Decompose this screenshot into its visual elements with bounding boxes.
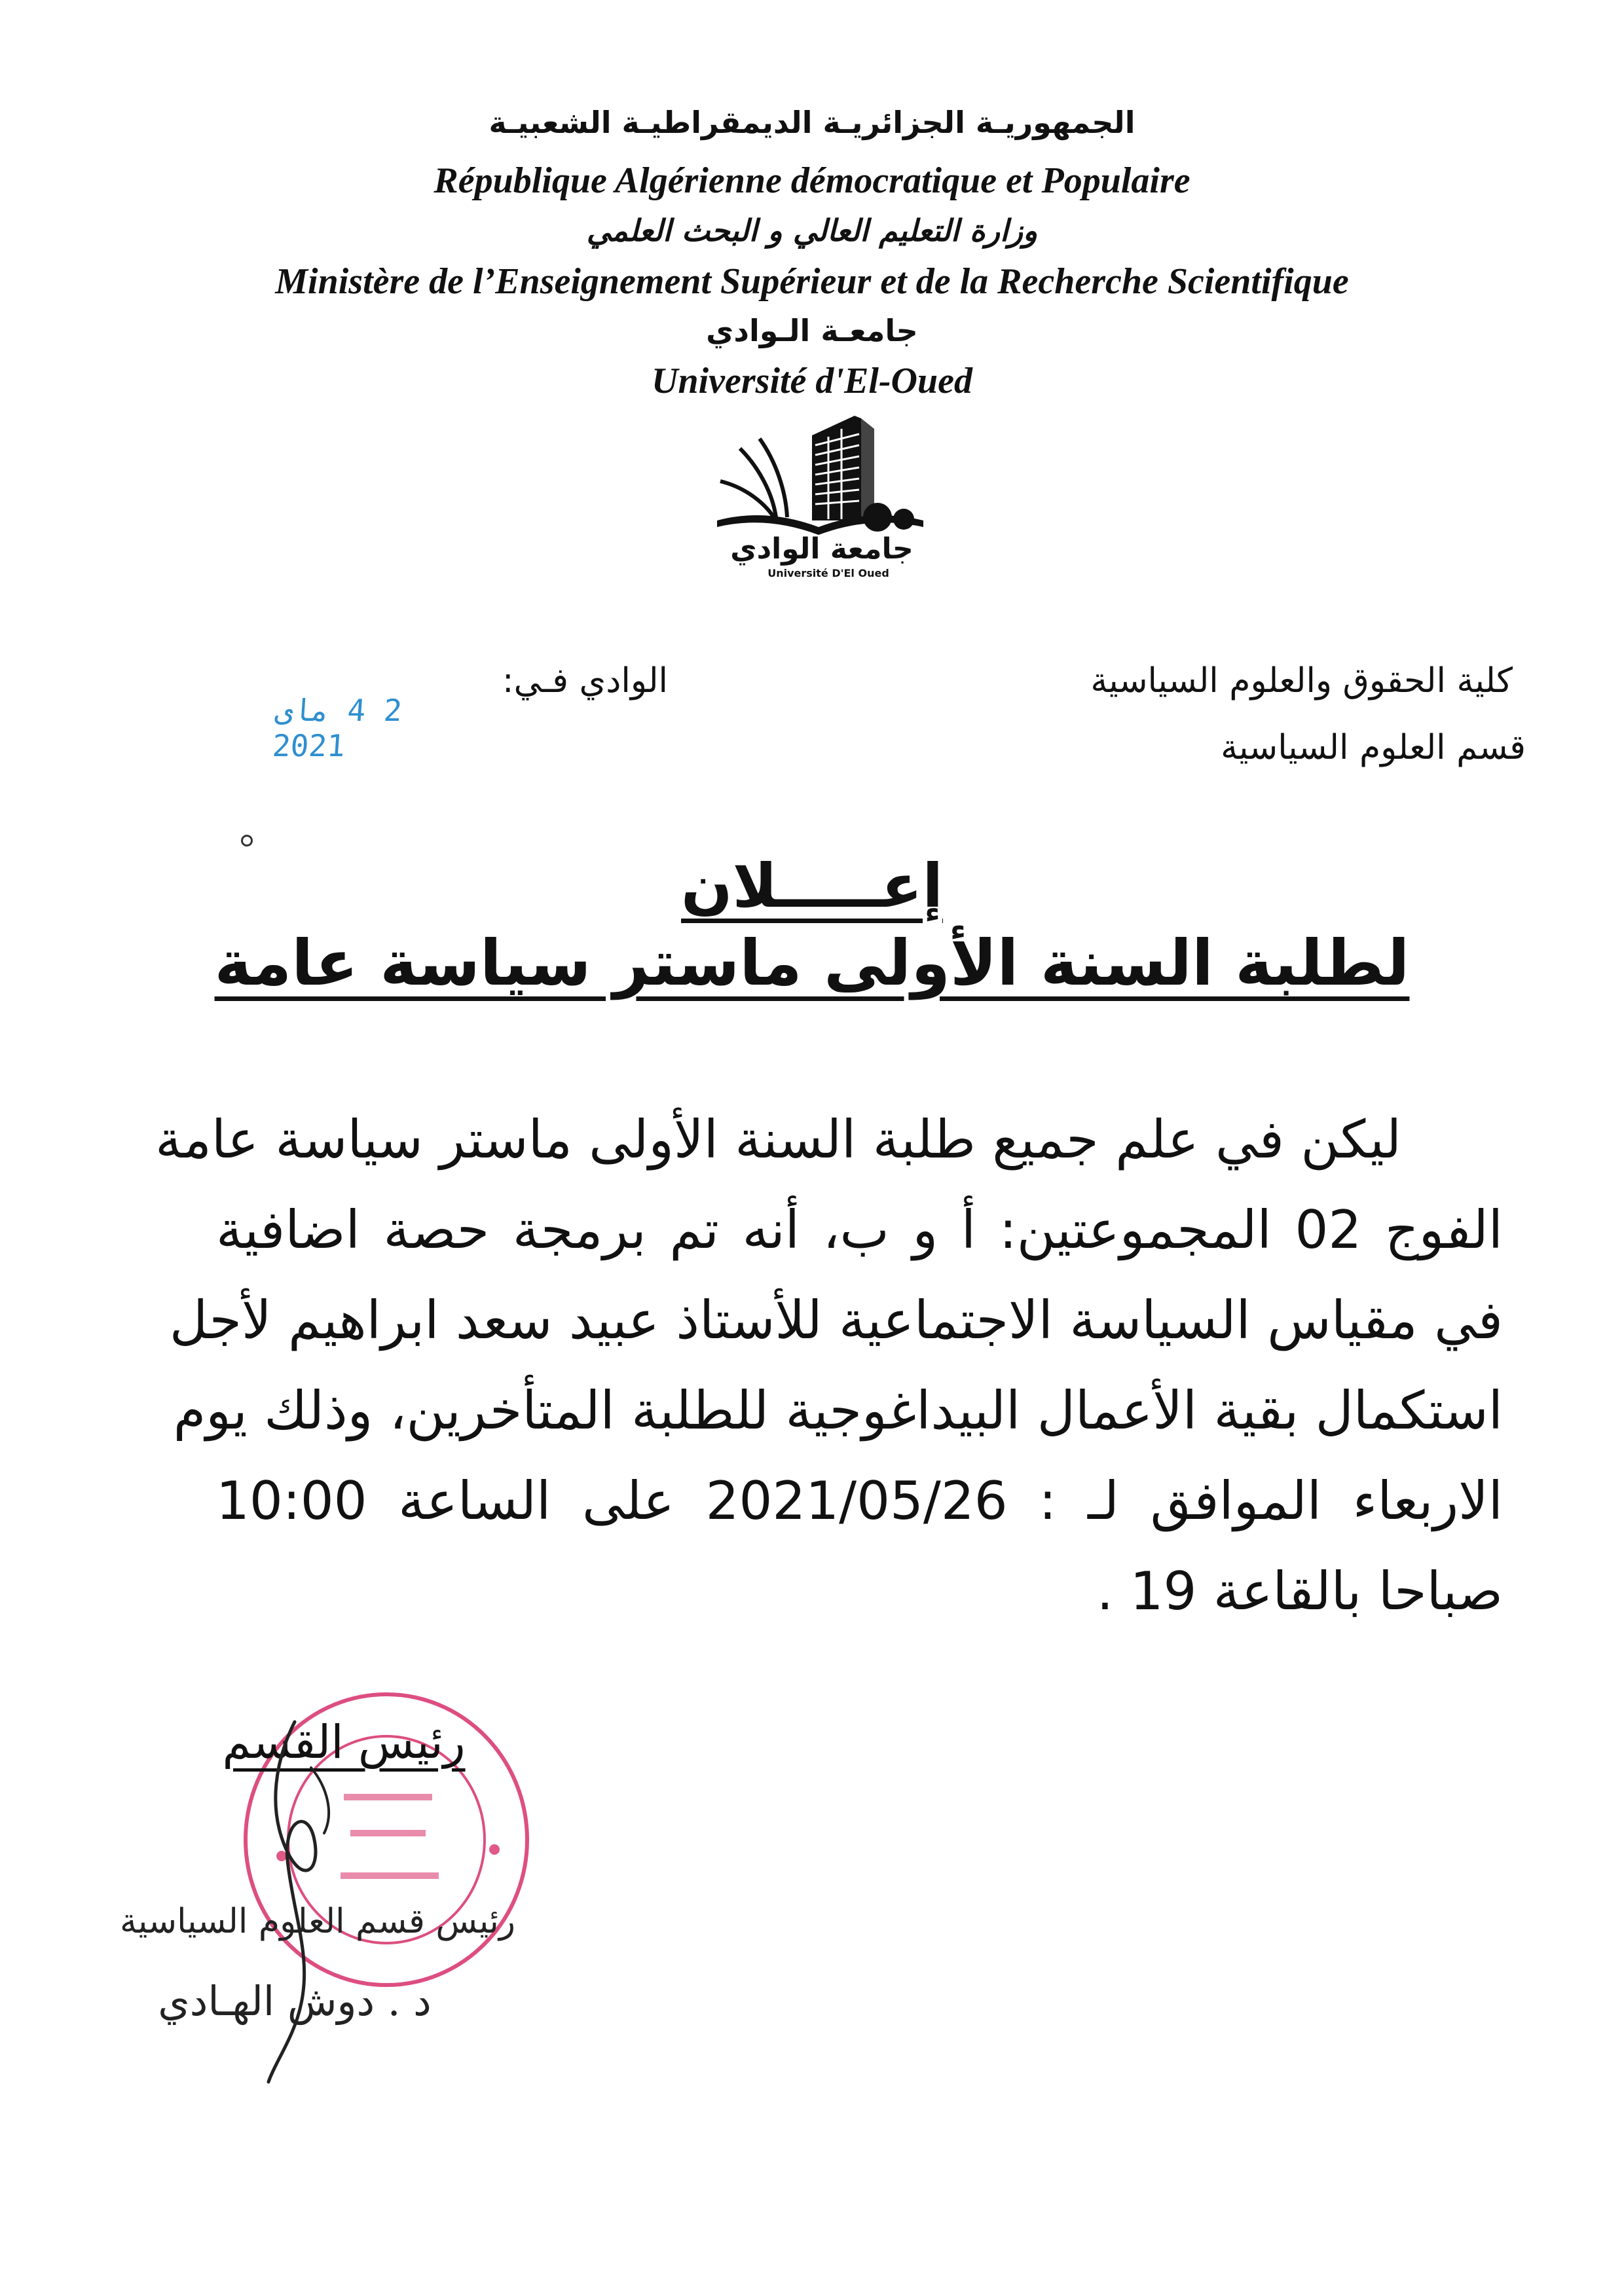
university-logo: [714, 409, 930, 583]
republic-title-ar: الجمهوريـة الجزائريـة الديمقراطيـة الشعبيـة: [489, 105, 1135, 140]
body-line: في مقياس السياسة الاجتماعية للأستاذ عبيد سعد ابراهيم لأجل: [169, 1290, 1503, 1351]
announcement-title: إعـــــلان: [681, 851, 943, 921]
announcement-subtitle: لطلبة السنة الأولى ماستر سياسة عامة: [214, 926, 1410, 1000]
body-line: الفوج 02 المجموعتين: أ و ب، أنه تم برمجة حصة اضافية: [216, 1199, 1504, 1260]
body-line: الاربعاء الموافق لـ : 2021/05/26 على الساعة 10:00: [216, 1470, 1504, 1531]
ministry-title-ar: وزارة التعليم العالي و البحث العلمي: [586, 213, 1038, 248]
stamp-name-role: رئيس قسم العلوم السياسية: [119, 1902, 516, 1941]
republic-title-fr: République Algérienne démocratique et Populaire: [434, 160, 1190, 201]
body-line: ليكن في علم جميع طلبة السنة الأولى ماستر سياسة عامة: [155, 1109, 1401, 1170]
body-line: صباحا بالقاعة 19 .: [1096, 1561, 1503, 1622]
svg-text:Université D'El Oued: Université D'El Oued: [767, 567, 889, 579]
stamp-name-person: د . دوش الهـادي: [158, 1977, 432, 2025]
ministry-title-fr: Ministère de l’Enseignement Supérieur et de la Recherche Scientifique: [275, 261, 1349, 302]
handwritten-signature: [249, 1709, 367, 2088]
announcement-body: [155, 1095, 1504, 1637]
department-name: قسم العلوم السياسية: [1221, 728, 1526, 767]
university-name-fr: Université d'El-Oued: [652, 361, 972, 401]
body-line: استكمال بقية الأعمال البيداغوجية للطلبة المتأخرين، وذلك يوم: [173, 1380, 1503, 1441]
place-date-label: الوادي فـي:: [502, 661, 668, 701]
university-name-ar: جامعـة الـوادي: [706, 313, 918, 348]
date-stamp: 2 4 ماى 2021: [271, 693, 403, 763]
svg-text:جامعة الوادي: جامعة الوادي: [730, 532, 913, 566]
faculty-name: كلية الحقوق والعلوم السياسية: [1090, 661, 1513, 701]
scan-dot-mark: [241, 835, 253, 847]
head-of-department-title: رئيس القسم: [222, 1715, 466, 1769]
